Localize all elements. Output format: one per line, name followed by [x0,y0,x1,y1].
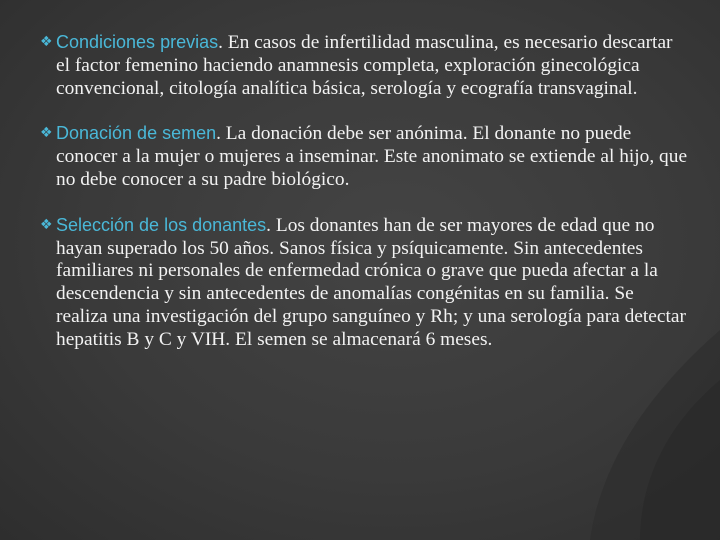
diamond-bullet-icon: ❖ [40,125,53,142]
paragraph-condiciones-previas [40,31,690,100]
paragraph-lead: Donación de semen [56,123,217,144]
paragraph-donacion-de-semen [40,122,690,191]
paragraph-body: . Los donantes han de ser mayores de edad que no hayan superado los 50 años. Sanos física y psíquicamente. Sin antecedentes familiares ni personales de enfermedad crónica o grave que pueda afectar a la descendencia y sin antecedentes de anomalías congénitas en su familia. Se realiza una investigación del grupo sanguíneo y Rh; y una serología para detectar hepatitis B y C y VIH. El semen se almacenará 6 meses. [56,214,686,350]
slide-body [40,31,690,352]
paragraph-body: . La donación debe ser anónima. El donante no puede conocer a la mujer o mujeres a inseminar. Este anonimato se extiende al hijo, que no debe conocer a su padre biológico. [56,123,688,190]
diamond-bullet-icon: ❖ [40,216,53,233]
paragraph-body: . En casos de infertilidad masculina, es necesario descartar el factor femenino haciendo anamnesis completa, exploración ginecológica convencional, citología analítica básica, serología y ecografía transvaginal. [56,32,673,99]
paragraph-seleccion-de-donantes [40,214,690,352]
paragraph-lead: Condiciones previas [56,32,219,52]
paragraph-lead: Selección de los donantes [56,214,267,235]
diamond-bullet-icon: ❖ [40,34,53,50]
